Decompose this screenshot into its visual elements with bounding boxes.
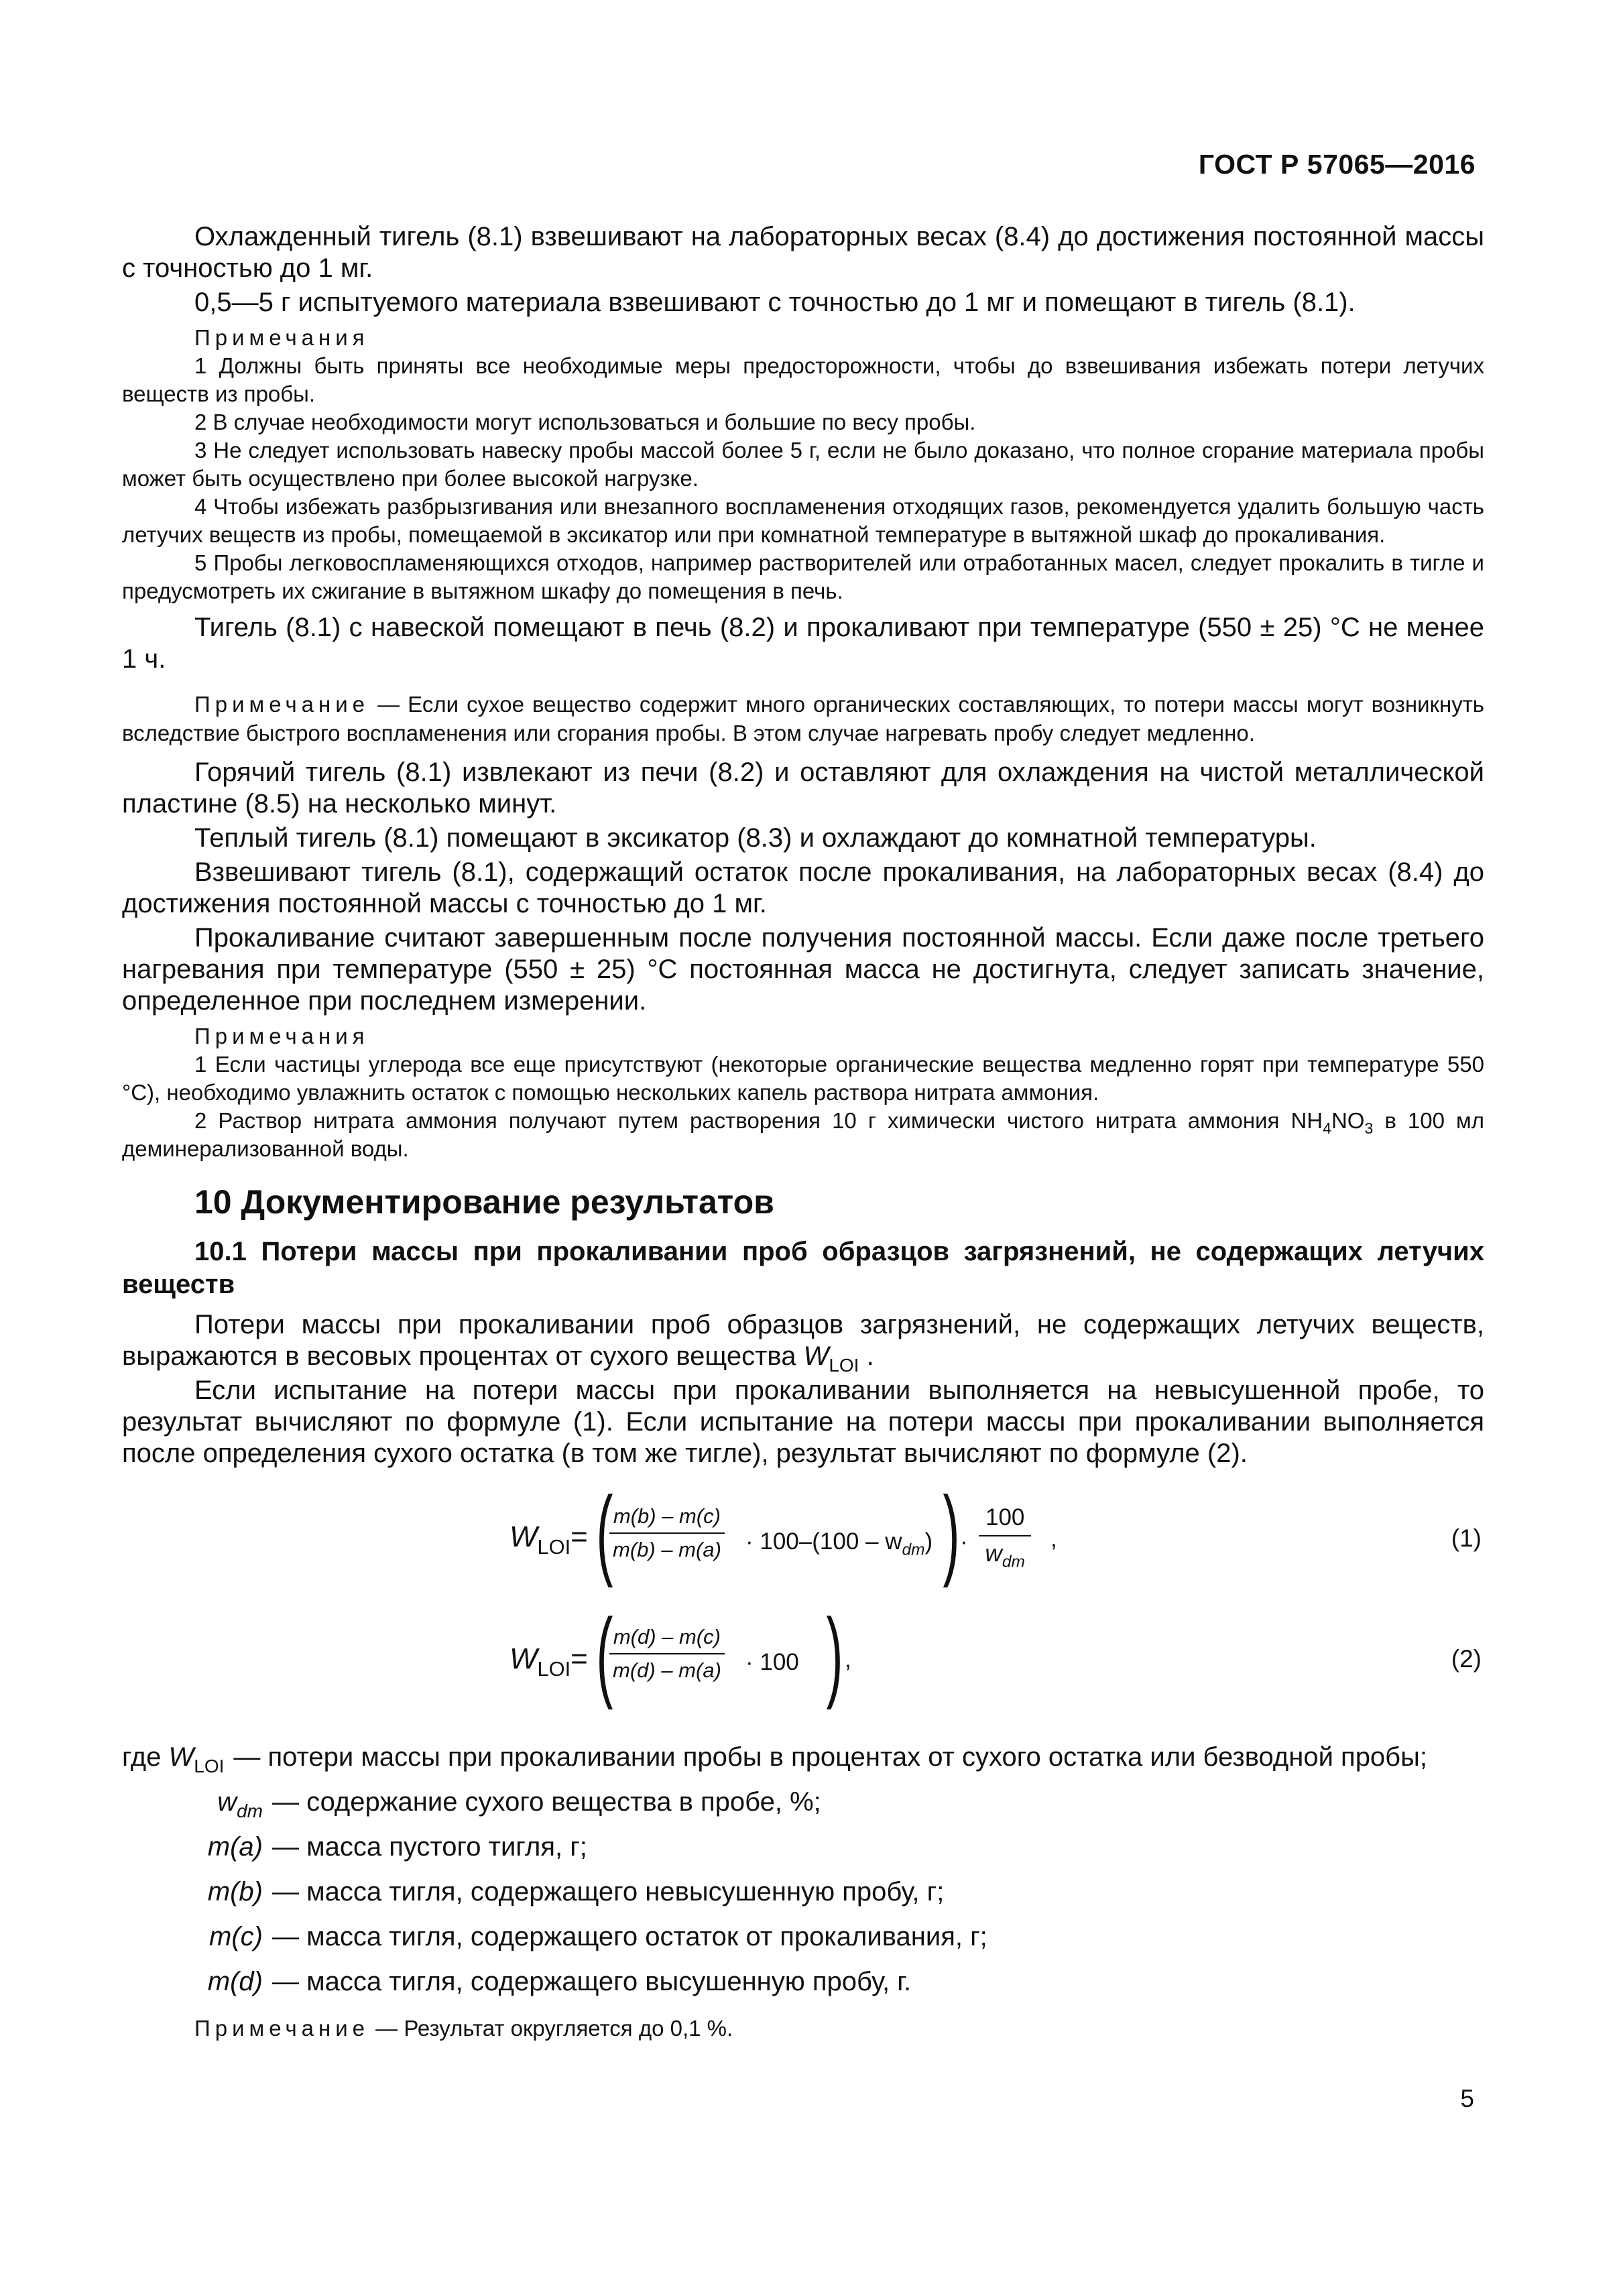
subscript: LOI (829, 1354, 859, 1376)
definition-text: — масса тигля, содержащего остаток от прокаливания, г; (272, 1922, 987, 1951)
right-paren: ) (826, 1597, 843, 1710)
symbol: W (803, 1341, 829, 1371)
definition-text: — масса тигля, содержащего высушенную пробу, г. (272, 1967, 912, 1996)
notes-heading: Примечания (194, 1024, 369, 1048)
definition-symbol: m(b) (207, 1877, 263, 1907)
paragraph: Теплый тигель (8.1) помещают в эксикатор (8.3) и охлаждают до комнатной температуры. (194, 823, 1317, 853)
note-item: 4 Чтобы избежать разбрызгивания или внезапного воспламенения отходящих газов, рекомендуется удалить большую часть летучих веществ из пробы, помещаемой в эксикатор или при комнатной температуре в вытяжной шкаф до прокаливания. (122, 494, 1484, 547)
paragraph: Если испытание на потери массы при прокаливании выполняется на невысушенной пробе, то результат вычисляют по формуле (1). Если испытание на потери массы при прокаливании выполняется после определения сухого остатка (в том же тигле), результат вычисляют по формуле (2). (122, 1376, 1484, 1468)
variable-definitions (122, 1735, 1484, 2004)
formula-lhs: $W_{LOI}=$ (509, 1520, 588, 1559)
document-id: ГОСТ Р 57065—2016 (1198, 149, 1476, 180)
definition-row (122, 1959, 1484, 2004)
formula-middle: · $100-(100 - w_{dm})$ (745, 1528, 933, 1559)
left-paren: ( (596, 1597, 613, 1710)
note-text: — Результат округляется до 0,1 %. (369, 2016, 733, 2041)
subscript: 4 (1323, 1120, 1331, 1138)
fraction: $\frac{m(d) - m(c)}{m(d) - m(a)}$ (609, 1625, 725, 1683)
paragraph: Горячий тигель (8.1) извлекают из печи (8.2) и оставляют для охлаждения на чистой металлической пластине (8.5) на несколько минут. (122, 758, 1484, 819)
definition-text: — масса тигля, содержащего невысушенную пробу, г; (272, 1877, 945, 1907)
multiply-dot: · (960, 1528, 968, 1555)
subsection-heading: 10.1 Потери массы при прокаливании проб образцов загрязнений, не содержащих летучих веществ (122, 1237, 1484, 1299)
fraction: 100 $w_{dm}$ (979, 1504, 1031, 1567)
definition-symbol: m(d) (207, 1967, 263, 1996)
definition-symbol: $w_{dm}$ (217, 1787, 263, 1821)
note-text: в 100 мл деминерализованной воды. (122, 1108, 1484, 1161)
note-item: 5 Пробы легковоспламеняющихся отходов, например растворителей или отработанных масел, следует прокалить в тигле и предусмотреть их сжигание в вытяжном шкафу до помещения в печь. (122, 550, 1484, 603)
page-body (122, 221, 1484, 2052)
note-inline (122, 690, 1484, 747)
paragraph: Взвешивают тигель (8.1), содержащий остаток после прокаливания, на лабораторных весах (8.4) до достижения постоянной массы с точностью до 1 мг. (122, 857, 1484, 918)
formula-number: (2) (1451, 1645, 1482, 1673)
notes-heading: Примечания (194, 325, 369, 350)
note-item: 1 Если частицы углерода все еще присутствуют (некоторые органические вещества медленно горят при температуре 550 °С), необходимо увлажнить остаток с помощью нескольких капель раствора нитрата аммония. (122, 1052, 1484, 1105)
left-paren: ( (596, 1475, 613, 1588)
formula-2 (122, 1597, 1484, 1721)
paragraph: Тигель (8.1) с навеской помещают в печь (8.2) и прокаливают при температуре (550 ± 25) °С не менее 1 ч. (122, 613, 1484, 674)
subscript: 3 (1364, 1120, 1374, 1138)
paragraph: 0,5—5 г испытуемого материала взвешивают с точностью до 1 мг и помещают в тигель (8.1). (194, 288, 1356, 317)
paragraph: Охлажденный тигель (8.1) взвешивают на лабораторных весах (8.4) до достижения постоянной массы с точностью до 1 мг. (122, 222, 1484, 283)
note-text: NO (1331, 1108, 1365, 1133)
definition-row (122, 1735, 1484, 1780)
definition-text: — содержание сухого вещества в пробе, %; (272, 1787, 821, 1817)
definition-row (122, 1870, 1484, 1915)
fraction: $\frac{m(b) - m(c)}{m(b) - m(a)}$ (609, 1504, 725, 1562)
note-label: Примечание (194, 692, 370, 717)
definition-row (122, 1780, 1484, 1825)
definition-row (122, 1825, 1484, 1870)
definition-row (122, 1915, 1484, 1959)
formula-lhs: $W_{LOI}=$ (509, 1642, 588, 1681)
final-note (122, 2014, 1484, 2043)
paragraph: Прокаливание считают завершенным после получения постоянной массы. Если даже после третьего нагревания при температуре (550 ± 25) °С постоянная масса не достигнута, следует записать значение, определенное при последнем измерении. (122, 923, 1484, 1016)
formula-middle: · 100 (745, 1649, 799, 1675)
formula-tail: , (845, 1646, 851, 1673)
note-item: 1 Должны быть приняты все необходимые меры предосторожности, чтобы до взвешивания избежать потери летучих веществ из пробы. (122, 353, 1484, 406)
right-paren: ) (943, 1475, 960, 1588)
definition-symbol: m(a) (207, 1832, 263, 1862)
formula-tail: , (1050, 1526, 1057, 1552)
page-number: 5 (1460, 2085, 1474, 2112)
note-text: 2 Раствор нитрата аммония получают путем растворения 10 г химически чистого нитрата аммония NH (194, 1108, 1323, 1133)
note-text: — Если сухое вещество содержит много органических составляющих, то потери массы могут возникнуть вследствие быстрого воспламенения или сгорания пробы. В этом случае нагревать пробу следует медленно. (122, 692, 1484, 745)
paragraph-text: Потери массы при прокаливании проб образцов загрязнений, не содержащих летучих веществ, выражаются в весовых процентах от сухого вещества (122, 1310, 1484, 1371)
note-item (122, 1107, 1484, 1163)
definition-text: — потери массы при прокаливании пробы в процентах от сухого остатка или безводной пробы; (233, 1742, 1427, 1772)
section-heading: 10 Документирование результатов (194, 1183, 774, 1221)
note-item: 2 В случае необходимости могут использоваться и большие по весу пробы. (194, 410, 976, 434)
formula-number: (1) (1451, 1524, 1482, 1552)
formula-1 (122, 1475, 1484, 1601)
note-item: 3 Не следует использовать навеску пробы массой более 5 г, если не было доказано, что полное сгорание материала пробы может быть осуществлено при более высокой нагрузке. (122, 438, 1484, 491)
definition-symbol: где $W_{LOI}$ (122, 1742, 225, 1776)
paragraph-text: . (859, 1341, 874, 1371)
note-label: Примечание (194, 2016, 370, 2041)
definition-symbol: m(c) (209, 1922, 263, 1951)
paragraph (122, 1309, 1484, 1376)
definition-text: — масса пустого тигля, г; (272, 1832, 587, 1862)
